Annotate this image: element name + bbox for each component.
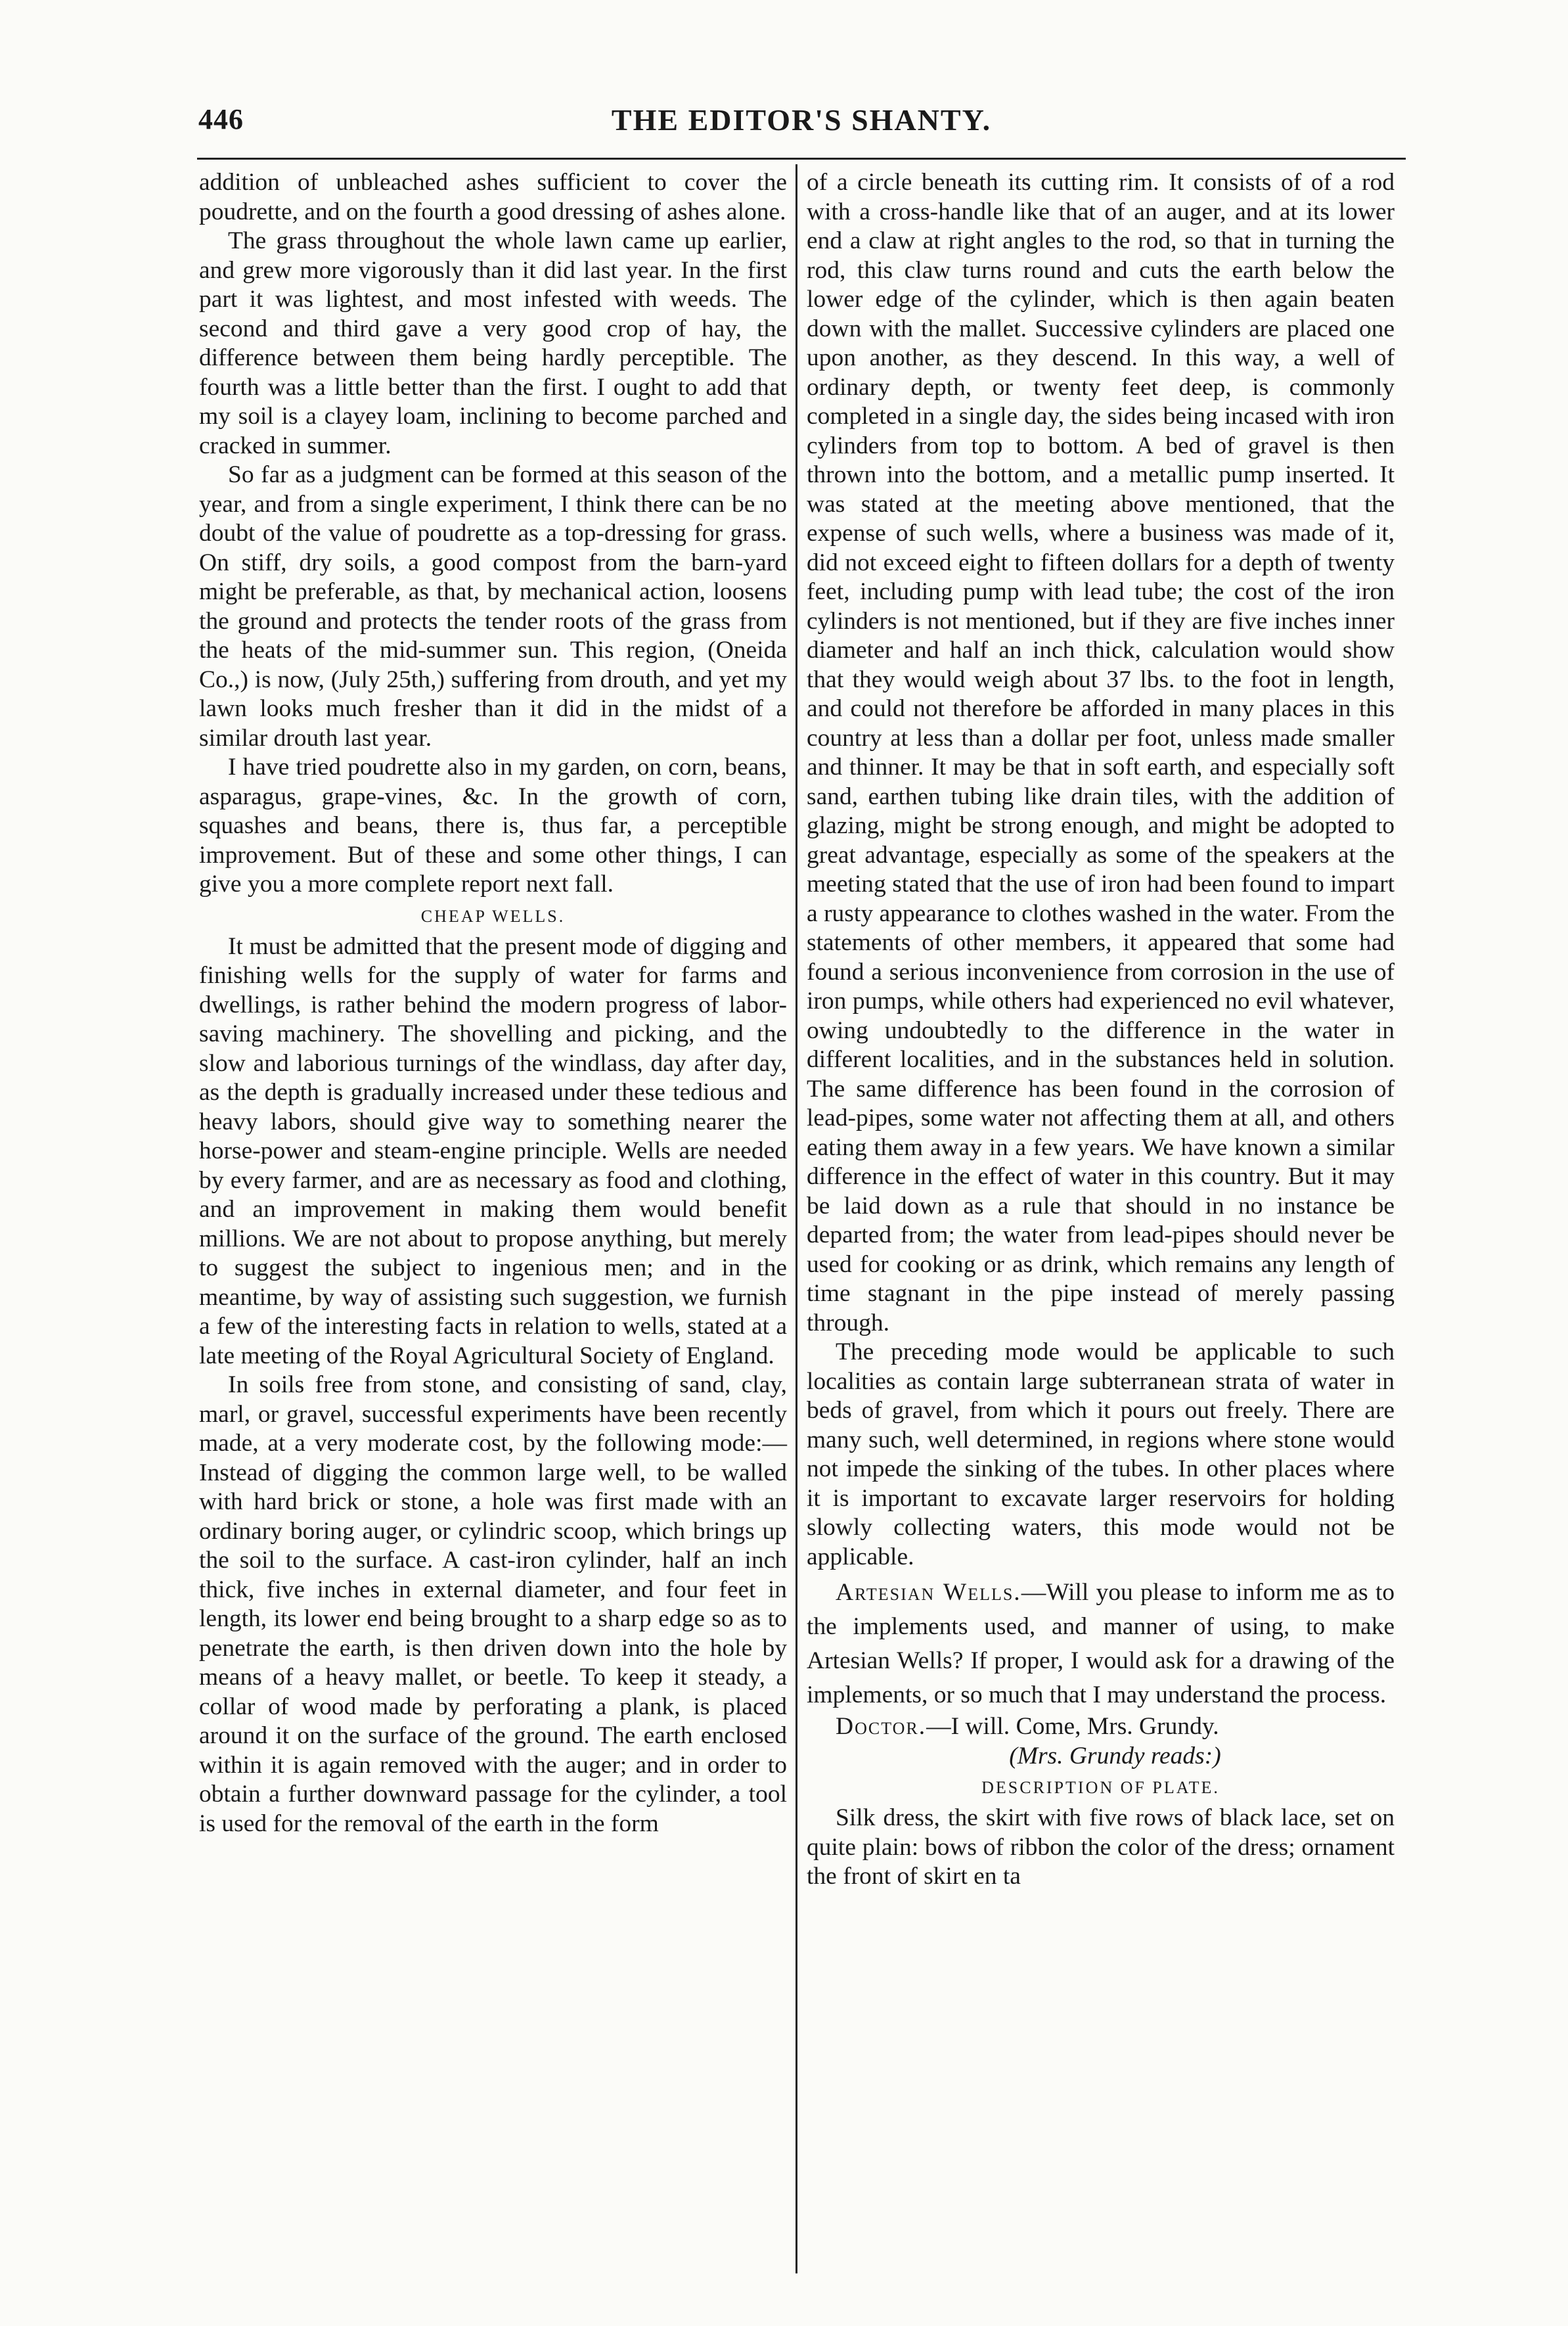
- speaker-name: Doctor.: [836, 1713, 927, 1740]
- paragraph: So far as a judgment can be formed at this season of the year, and from a single experiment, I think there can be no doubt of the value of poudrette as a top-dressing for grass. On stiff, dry soils, a good compost from the barn-yard might be preferable, as that, by mechanical action, loosens the ground and protects the tender roots of the grass from the heats of the mid-summer sun. This region, (Oneida Co.,) is now, (July 25th,) suffering from drouth, and yet my lawn looks much fresher than it did in the midst of a similar drouth last year.: [199, 461, 787, 752]
- column-divider: [795, 164, 797, 2273]
- run-in-heading: Artesian Wells.: [836, 1579, 1021, 1606]
- stage-direction: (Mrs. Grundy reads:): [1009, 1742, 1221, 1769]
- paragraph: In soils free from stone, and consisting of sand, clay, marl, or gravel, successful experiments have been recently made, at a very moderate cost, by the following mode:—Instead of digging the common large well, to be walled with hard brick or stone, a hole was first made with an ordinary boring auger, or cylindric scoop, which brings up the soil to the surface. A cast-iron cylinder, half an inch thick, five inches in external diameter, and four feet in length, its lower end being brought to a sharp edge so as to penetrate the earth, is then driven down into the hole by means of a heavy mallet, or beetle. To keep it steady, a collar of wood made by perforating a plank, is placed around it on the surface of the ground. The earth enclosed within it is again removed with the auger; and in order to obtain a further downward passage for the cylinder, a tool is used for the removal of the earth in the form: [199, 1371, 787, 1837]
- page-number: 446: [198, 103, 244, 135]
- paragraph-text: —I will. Come, Mrs. Grundy.: [926, 1713, 1219, 1740]
- right-column: [807, 168, 1395, 1892]
- section-heading-cheap-wells: CHEAP WELLS.: [420, 906, 566, 926]
- paragraph: The grass throughout the whole lawn came up earlier, and grew more vigorously than it did last year. In the first part it was lightest, and most infested with weeds. The second and third gave a very good crop of hay, the difference between them being hardly perceptible. The fourth was a little better than the first. I ought to add that my soil is a clayey loam, inclining to become parched and cracked in summer.: [199, 227, 787, 459]
- paragraph: Silk dress, the skirt with five rows of black lace, set on quite plain: bows of ribbon the color of the dress; ornament the front of skirt en ta: [807, 1804, 1395, 1890]
- header-rule: [197, 158, 1406, 160]
- paragraph: I have tried poudrette also in my garden, on corn, beans, asparagus, grape-vines, &c. In the growth of corn, squashes and beans, there is, thus far, a perceptible improvement. But of these and some other things, I can give you a more complete report next fall.: [199, 754, 787, 898]
- running-title: THE EDITOR'S SHANTY.: [611, 103, 992, 137]
- left-column: [199, 168, 787, 1838]
- paragraph: It must be admitted that the present mode of digging and finishing wells for the supply of water for farms and dwellings, is rather behind the modern progress of labor-saving machinery. The shovelling and picking, and the slow and laborious turnings of the windlass, day after day, as the depth is gradually increased under these tedious and heavy labors, should give way to something nearer the horse-power and steam-engine principle. Wells are needed by every farmer, and are as necessary as food and clothing, and an improvement in making them would benefit millions. We are not about to propose anything, but merely to suggest the subject to ingenious men; and in the meantime, by way of assisting such suggestion, we furnish a few of the interesting facts in relation to wells, stated at a late meeting of the Royal Agricultural Society of England.: [199, 932, 787, 1369]
- paragraph: of a circle beneath its cutting rim. It consists of of a rod with a cross-handle like that of an auger, and at its lower end a claw at right angles to the rod, so that in turning the rod, this claw turns round and cuts the earth below the lower edge of the cylinder, which is then again beaten down with the mallet. Successive cylinders are placed one upon another, as they descend. In this way, a well of ordinary depth, or twenty feet deep, is commonly completed in a single day, the sides being incased with iron cylinders from top to bottom. A bed of gravel is then thrown into the bottom, and a metallic pump inserted. It was stated at the meeting above mentioned, that the expense of such wells, where a business was made of it, did not exceed eight to fifteen dollars for a depth of twenty feet, including pump with lead tube; the cost of the iron cylinders is not mentioned, but if they are five inches inner diameter and half an inch thick, calculation would show that they would weigh about 37 lbs. to the foot in length, and could not therefore be afforded in many places in this country at less than a dollar per foot, unless made smaller and thinner. It may be that in soft earth, and especially soft sand, earthen tubing like drain tiles, with the addition of glazing, might be strong enough, and might be adopted to great advantage, especially as some of the speakers at the meeting stated that the use of iron had been found to impart a rusty appearance to clothes washed in the water. From the statements of other members, it appeared that some had found a serious inconvenience from corrosion in the use of iron pumps, while others had experienced no evil whatever, owing undoubtedly to the difference in the water in different localities, and in the substances held in solution. The same difference has been found in the corrosion of lead-pipes, some water not affecting them at all, and others eating them away in a few years. We have known a similar difference in the effect of water in this country. But it may be laid down as a rule that should in no instance be departed from; the water from lead-pipes should never be used for cooking or as drink, which remains any length of time stagnant in the pipe instead of merely passing through.: [807, 169, 1395, 1336]
- paragraph: The preceding mode would be applicable to such localities as contain large subterranean strata of water in beds of gravel, from which it pours out freely. There are many such, well determined, in regions where stone would not impede the sinking of the tubes. In other places where it is important to excavate larger reservoirs for holding slowly collecting waters, this mode would not be applicable.: [807, 1338, 1395, 1570]
- paragraph-text: —Will you please to inform me as to the implements used, and manner of using, to make Artesian Wells? If proper, I would ask for a drawing of the implements, or so much that I may understand the process.: [807, 1579, 1395, 1708]
- paragraph-doctor: [807, 1712, 1395, 1742]
- page-header: [197, 99, 1406, 145]
- paragraph-artesian-wells: [807, 1576, 1395, 1712]
- section-heading-description-of-plate: DESCRIPTION OF PLATE.: [981, 1778, 1220, 1797]
- paragraph: addition of unbleached ashes sufficient to cover the poudrette, and on the fourth a good dressing of ashes alone.: [199, 169, 787, 225]
